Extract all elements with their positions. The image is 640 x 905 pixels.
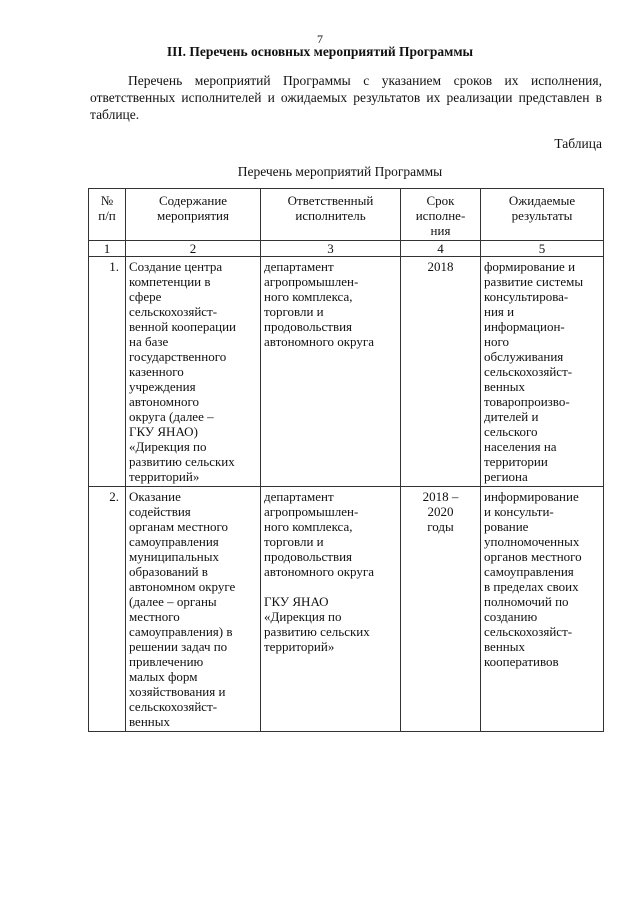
cell-line: автономного округа [264, 564, 374, 579]
column-numbers-row [89, 241, 604, 257]
cell-line: развитию сельских [264, 624, 370, 639]
section-title: III. Перечень основных мероприятий Программы [166, 44, 474, 59]
cell-line: сельскохозяйст- [484, 624, 573, 639]
cell-line: дителей и [484, 409, 539, 424]
cell-line: уполномоченных [484, 534, 580, 549]
cell-line: региона [484, 469, 528, 484]
cell-line: компетенции в [129, 274, 211, 289]
cell-line: венной кооперации [129, 319, 236, 334]
table-caption: Перечень мероприятий Программы [237, 164, 443, 179]
cell-line: Оказание [129, 489, 181, 504]
cell-line: обслуживания [484, 349, 564, 364]
cell-line: торговли и [264, 534, 324, 549]
cell-line: самоуправления) в [129, 624, 233, 639]
row-number: 2. [89, 487, 126, 732]
cell-line: территории [484, 454, 548, 469]
cell-line: и консульти- [484, 504, 554, 519]
cell-line: самоуправления [129, 534, 219, 549]
cell-line: мероприятия [156, 208, 229, 223]
cell-line: автономного [129, 394, 199, 409]
cell-line: решении задач по [129, 639, 228, 654]
cell-line: в пределах своих [484, 579, 579, 594]
cell-line: 2018 – [422, 489, 459, 504]
cell-line: исполне- [415, 208, 466, 223]
executor-extra-block [264, 594, 397, 654]
cell-line: п/п [98, 208, 116, 223]
cell-line: исполнитель [295, 208, 366, 223]
header-executor [261, 189, 401, 241]
cell-line: сельского [484, 424, 538, 439]
cell-line: малых форм [129, 669, 198, 684]
cell-line: государственного [129, 349, 227, 364]
cell-line: сельскохозяйст- [129, 304, 218, 319]
header-number [89, 189, 126, 241]
header-term [401, 189, 481, 241]
table-label: Таблица [554, 136, 602, 151]
cell-line: сфере [129, 289, 162, 304]
cell-line: кооперативов [484, 654, 559, 669]
cell-line: (далее – органы [129, 594, 217, 609]
column-number: 4 [401, 241, 481, 257]
cell-line: венных [484, 379, 525, 394]
cell-line: развитию сельских [129, 454, 235, 469]
cell-line: 2020 [427, 504, 454, 519]
header-results [481, 189, 604, 241]
cell-line: учреждения [129, 379, 196, 394]
cell-line: консультирова- [484, 289, 569, 304]
table-row [89, 487, 604, 732]
cell-line: ного [484, 334, 509, 349]
column-number: 1 [89, 241, 126, 257]
executor-block [264, 489, 397, 579]
table-row [89, 257, 604, 487]
measures-table [88, 188, 604, 732]
cell-line: торговли и [264, 304, 324, 319]
intro-text: Перечень мероприятий Программы с указанием сроков их исполнения, ответственных исполнителей и ожидаемых результатов их реализации представлен в таблице. [90, 73, 602, 122]
table-header-row [89, 189, 604, 241]
cell-line: Содержание [158, 193, 228, 208]
row-term [401, 487, 481, 732]
cell-line: казенного [129, 364, 184, 379]
cell-line: ния [430, 223, 451, 238]
cell-line: автономном округе [129, 579, 236, 594]
cell-line: 2018 [427, 259, 454, 274]
cell-line: содействия [129, 504, 191, 519]
cell-line: ГКУ ЯНАО) [129, 424, 198, 439]
cell-line: венных [129, 714, 170, 729]
cell-line: результаты [511, 208, 573, 223]
row-executor [261, 487, 401, 732]
cell-line: ного комплекса, [264, 289, 353, 304]
cell-line: рование [484, 519, 529, 534]
cell-line: продовольствия [264, 549, 353, 564]
cell-line: информирование [484, 489, 579, 504]
cell-line: местного [129, 609, 180, 624]
row-results [481, 257, 604, 487]
cell-line: департамент [264, 259, 334, 274]
cell-line: на базе [129, 334, 169, 349]
header-content [126, 189, 261, 241]
cell-line: товаропроизво- [484, 394, 570, 409]
cell-line: самоуправления [484, 564, 574, 579]
column-number: 5 [481, 241, 604, 257]
cell-line: привлечению [129, 654, 204, 669]
cell-line: муниципальных [129, 549, 220, 564]
cell-line: созданию [484, 609, 538, 624]
row-term [401, 257, 481, 487]
cell-line: развитие системы [484, 274, 584, 289]
row-executor [261, 257, 401, 487]
column-number: 3 [261, 241, 401, 257]
cell-line: органам местного [129, 519, 229, 534]
cell-line: Срок [426, 193, 455, 208]
cell-line: органов местного [484, 549, 582, 564]
cell-line: Ожидаемые [508, 193, 576, 208]
cell-line: округа (далее – [129, 409, 214, 424]
cell-line: автономного округа [264, 334, 374, 349]
cell-line: № [100, 193, 114, 208]
page-number: 7 [317, 32, 323, 46]
cell-line: информацион- [484, 319, 565, 334]
cell-line: территорий» [264, 639, 335, 654]
cell-line: ния и [484, 304, 515, 319]
cell-line: департамент [264, 489, 334, 504]
cell-line: венных [484, 639, 525, 654]
cell-line: формирование и [484, 259, 576, 274]
intro-paragraph [90, 72, 602, 123]
cell-line: агропромышлен- [264, 274, 359, 289]
cell-line: территорий» [129, 469, 200, 484]
cell-line: годы [427, 519, 454, 534]
row-content [126, 257, 261, 487]
cell-line: Создание центра [129, 259, 223, 274]
row-content [126, 487, 261, 732]
cell-line: «Дирекция по [264, 609, 342, 624]
cell-line: полномочий по [484, 594, 569, 609]
cell-line: сельскохозяйст- [484, 364, 573, 379]
column-number: 2 [126, 241, 261, 257]
cell-line: населения на [484, 439, 557, 454]
row-results [481, 487, 604, 732]
cell-line: агропромышлен- [264, 504, 359, 519]
cell-line: сельскохозяйст- [129, 699, 218, 714]
cell-line: образований в [129, 564, 208, 579]
row-number: 1. [89, 257, 126, 487]
cell-line: хозяйствования и [129, 684, 226, 699]
cell-line: продовольствия [264, 319, 353, 334]
cell-line: ного комплекса, [264, 519, 353, 534]
cell-line: ГКУ ЯНАО [264, 594, 329, 609]
cell-line: Ответственный [287, 193, 374, 208]
cell-line: «Дирекция по [129, 439, 207, 454]
